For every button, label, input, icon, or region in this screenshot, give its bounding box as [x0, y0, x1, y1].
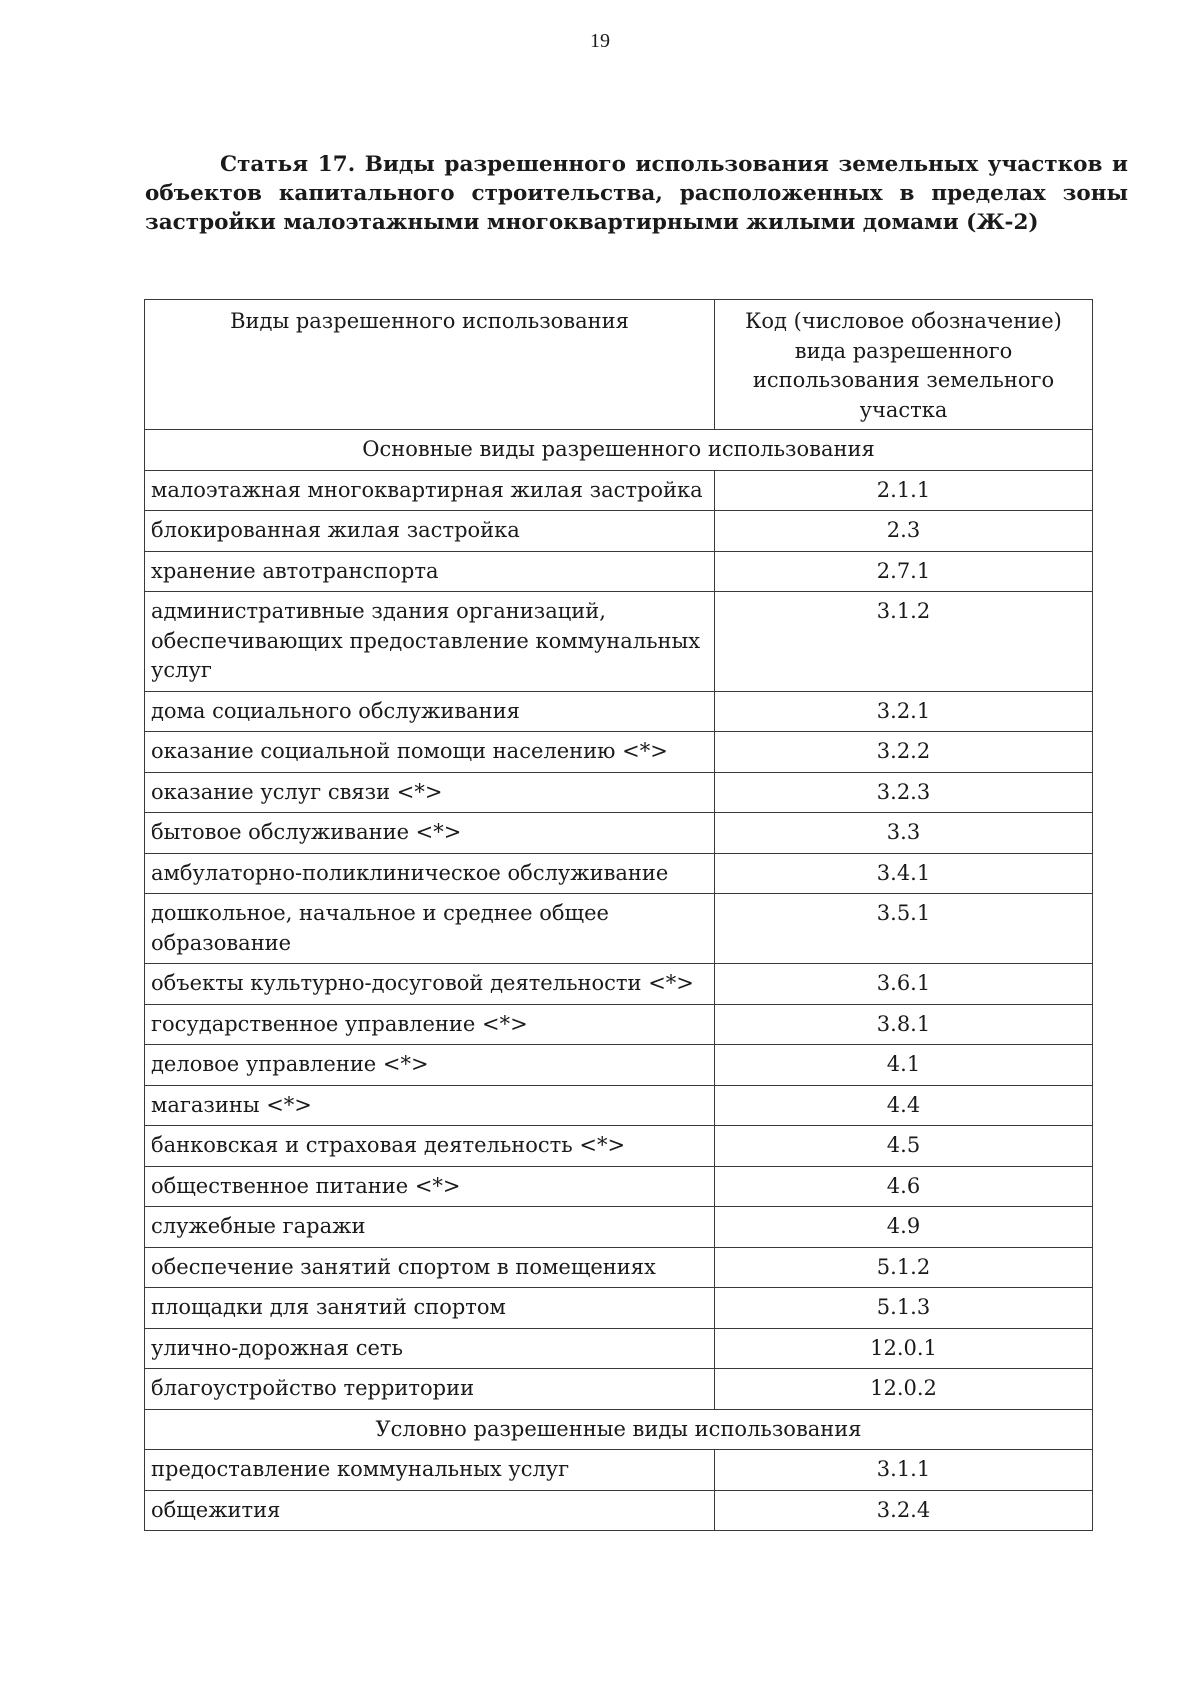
use-cell: дома социального обслуживания	[145, 691, 715, 732]
table-row	[145, 1126, 1093, 1167]
code-cell: 12.0.2	[715, 1369, 1093, 1410]
table-row	[145, 1004, 1093, 1045]
article-heading: Статья 17. Виды разрешенного использования земельных участков и объектов капитального строительства, расположенных в пределах зоны застройки малоэтажными многоквартирными жилыми домами (Ж-2)	[145, 152, 1128, 235]
code-cell: 2.1.1	[715, 470, 1093, 511]
use-cell: оказание социальной помощи населению <*>	[145, 732, 715, 773]
table-row	[145, 1247, 1093, 1288]
group-row-main-group	[145, 430, 1093, 471]
use-cell: административные здания организаций, обеспечивающих предоставление коммунальных услуг	[145, 592, 715, 692]
code-cell: 4.9	[715, 1207, 1093, 1248]
code-cell: 2.3	[715, 511, 1093, 552]
code-cell: 3.2.1	[715, 691, 1093, 732]
use-cell: оказание услуг связи <*>	[145, 772, 715, 813]
permitted-uses-table	[144, 299, 1093, 1531]
code-cell: 12.0.1	[715, 1328, 1093, 1369]
code-cell: 3.1.1	[715, 1450, 1093, 1491]
use-cell: общественное питание <*>	[145, 1166, 715, 1207]
table-row	[145, 813, 1093, 854]
use-cell: бытовое обслуживание <*>	[145, 813, 715, 854]
code-cell: 5.1.3	[715, 1288, 1093, 1329]
use-cell: служебные гаражи	[145, 1207, 715, 1248]
code-cell: 4.4	[715, 1085, 1093, 1126]
table-row	[145, 1450, 1093, 1491]
group-row-conditional-group	[145, 1409, 1093, 1450]
table-row	[145, 1207, 1093, 1248]
table-row	[145, 1166, 1093, 1207]
code-cell: 3.2.2	[715, 732, 1093, 773]
use-cell: хранение автотранспорта	[145, 551, 715, 592]
code-cell: 4.1	[715, 1045, 1093, 1086]
use-cell: блокированная жилая застройка	[145, 511, 715, 552]
code-cell: 4.5	[715, 1126, 1093, 1167]
table-row	[145, 470, 1093, 511]
use-cell: амбулаторно-поликлиническое обслуживание	[145, 853, 715, 894]
use-cell: дошкольное, начальное и среднее общее образование	[145, 894, 715, 964]
table-row	[145, 894, 1093, 964]
code-cell: 3.6.1	[715, 964, 1093, 1005]
group-title: Условно разрешенные виды использования	[145, 1409, 1093, 1450]
table-row	[145, 551, 1093, 592]
table-row	[145, 1369, 1093, 1410]
table-row	[145, 592, 1093, 692]
code-cell: 3.3	[715, 813, 1093, 854]
use-cell: общежития	[145, 1490, 715, 1531]
header-use: Виды разрешенного использования	[145, 300, 715, 430]
use-cell: объекты культурно-досуговой деятельности <*>	[145, 964, 715, 1005]
use-cell: магазины <*>	[145, 1085, 715, 1126]
table-row	[145, 691, 1093, 732]
table-row	[145, 1328, 1093, 1369]
code-cell: 3.2.3	[715, 772, 1093, 813]
table-row	[145, 1085, 1093, 1126]
table-row	[145, 732, 1093, 773]
header-code: Код (числовое обозначение) вида разрешенного использования земельного участка	[715, 300, 1093, 430]
use-cell: деловое управление <*>	[145, 1045, 715, 1086]
use-cell: малоэтажная многоквартирная жилая застройка	[145, 470, 715, 511]
code-cell: 5.1.2	[715, 1247, 1093, 1288]
page-number: 19	[590, 30, 610, 52]
use-cell: государственное управление <*>	[145, 1004, 715, 1045]
table-header-row	[145, 300, 1093, 430]
code-cell: 2.7.1	[715, 551, 1093, 592]
table-row	[145, 1045, 1093, 1086]
table-row	[145, 1490, 1093, 1531]
code-cell: 3.4.1	[715, 853, 1093, 894]
use-cell: площадки для занятий спортом	[145, 1288, 715, 1329]
table-row	[145, 964, 1093, 1005]
table-body	[145, 430, 1093, 1531]
table-row	[145, 853, 1093, 894]
table-row	[145, 1288, 1093, 1329]
use-cell: банковская и страховая деятельность <*>	[145, 1126, 715, 1167]
code-cell: 3.8.1	[715, 1004, 1093, 1045]
use-cell: благоустройство территории	[145, 1369, 715, 1410]
use-cell: обеспечение занятий спортом в помещениях	[145, 1247, 715, 1288]
code-cell: 3.1.2	[715, 592, 1093, 692]
use-cell: предоставление коммунальных услуг	[145, 1450, 715, 1491]
code-cell: 4.6	[715, 1166, 1093, 1207]
group-title: Основные виды разрешенного использования	[145, 430, 1093, 471]
table-row	[145, 511, 1093, 552]
code-cell: 3.5.1	[715, 894, 1093, 964]
table-row	[145, 772, 1093, 813]
use-cell: улично-дорожная сеть	[145, 1328, 715, 1369]
code-cell: 3.2.4	[715, 1490, 1093, 1531]
